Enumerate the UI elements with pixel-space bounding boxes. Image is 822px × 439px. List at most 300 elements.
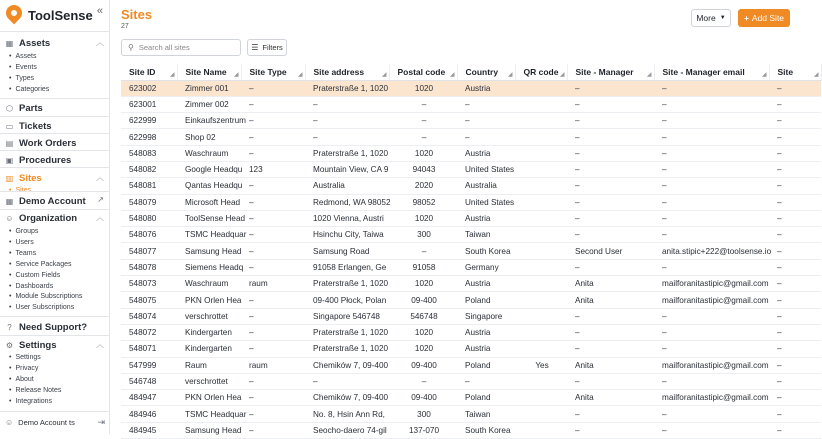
table-cell: – <box>389 113 457 129</box>
column-header-label: Country <box>465 66 499 77</box>
table-row[interactable] <box>121 210 821 226</box>
table-row[interactable] <box>121 324 821 340</box>
nav-sub-dashboards[interactable]: • Dashboards <box>9 282 53 292</box>
table-cell: – <box>769 96 821 112</box>
resize-handle-icon[interactable]: ◢ <box>559 71 565 78</box>
table-cell: 1020 <box>389 145 457 161</box>
table-cell: – <box>769 227 821 243</box>
column-header[interactable] <box>305 64 389 80</box>
resize-handle-icon[interactable]: ◢ <box>169 71 175 78</box>
table-cell: Einkaufszentrum <box>177 113 241 129</box>
table-cell: Austria <box>457 80 515 96</box>
table-cell: Poland <box>457 292 515 308</box>
table-cell: 547999 <box>121 357 177 373</box>
nav-demo-account[interactable] <box>5 194 106 208</box>
nav-sub-module-subscriptions[interactable]: • Module Subscriptions <box>9 292 82 302</box>
table-cell: – <box>567 259 654 275</box>
search-box <box>121 39 241 56</box>
table-cell: – <box>654 422 769 438</box>
table-cell: 548075 <box>121 292 177 308</box>
table-cell: Singapore <box>457 308 515 324</box>
table-cell: Chemików 7, 09-400 <box>305 357 389 373</box>
ticket-icon: ▭ <box>5 121 14 131</box>
nav-sites-label: Sites <box>19 172 42 184</box>
procedure-icon: ▣ <box>5 155 14 165</box>
table-cell <box>515 341 567 357</box>
resize-handle-icon[interactable]: ◢ <box>813 71 819 78</box>
table-cell: 548076 <box>121 227 177 243</box>
resize-handle-icon[interactable]: ◢ <box>761 71 767 78</box>
table-cell: – <box>241 373 305 389</box>
table-cell: – <box>769 80 821 96</box>
table-cell: Anita <box>567 292 654 308</box>
table-cell <box>515 308 567 324</box>
search-input[interactable] <box>139 43 234 52</box>
more-button[interactable] <box>691 9 731 27</box>
table-cell: – <box>241 80 305 96</box>
table-cell: – <box>567 341 654 357</box>
column-header[interactable] <box>769 64 821 80</box>
table-cell: – <box>769 357 821 373</box>
table-cell: Kindergarten <box>177 324 241 340</box>
table-cell: Microsoft Head <box>177 194 241 210</box>
table-cell: 548074 <box>121 308 177 324</box>
logo[interactable] <box>5 4 109 26</box>
table-cell: – <box>457 96 515 112</box>
nav-tickets-label: Tickets <box>19 120 52 132</box>
grid-icon: ▦ <box>5 38 14 48</box>
table-cell: – <box>241 129 305 145</box>
table-row[interactable] <box>121 406 821 422</box>
table-cell: – <box>769 210 821 226</box>
filter-icon: ☰ <box>251 43 259 52</box>
table-cell: Seocho-daero 74-gil <box>305 422 389 438</box>
table-cell <box>515 292 567 308</box>
resize-handle-icon[interactable]: ◢ <box>381 71 387 78</box>
table-cell: Praterstraße 1, 1020 <box>305 80 389 96</box>
logout-icon[interactable]: ⇥ <box>97 416 105 427</box>
table-cell: – <box>769 243 821 259</box>
table-cell: TSMC Headquar <box>177 406 241 422</box>
table-cell <box>515 194 567 210</box>
table-cell: – <box>654 178 769 194</box>
column-header-label: Site - Manager email <box>662 66 745 77</box>
nav-sub-settings[interactable]: • Settings <box>9 353 41 363</box>
table-cell: – <box>769 113 821 129</box>
table-cell <box>515 406 567 422</box>
nav-organization-label: Organization <box>19 212 78 224</box>
table-cell: Samsung Head <box>177 243 241 259</box>
table-row[interactable] <box>121 243 821 259</box>
sites-table-container[interactable] <box>121 64 819 435</box>
table-cell: – <box>654 227 769 243</box>
nav-sub-sites[interactable]: • Sites <box>9 186 31 191</box>
column-header-label: QR code <box>523 66 559 77</box>
table-cell: – <box>457 113 515 129</box>
chevron-up-icon[interactable]: ︿ <box>96 173 104 182</box>
column-header[interactable] <box>389 64 457 80</box>
column-header-label: Site <box>777 66 794 77</box>
table-cell: Google Headqu <box>177 161 241 177</box>
table-cell: – <box>241 292 305 308</box>
nav-support[interactable] <box>5 320 106 334</box>
table-row[interactable] <box>121 161 821 177</box>
table-cell: 1020 <box>389 324 457 340</box>
table-cell: – <box>567 308 654 324</box>
nav-organization[interactable] <box>5 211 106 225</box>
column-header[interactable] <box>515 64 567 80</box>
table-cell: Germany <box>457 259 515 275</box>
table-cell: – <box>769 178 821 194</box>
table-cell: Poland <box>457 357 515 373</box>
nav-sub-service-packages[interactable]: • Service Packages <box>9 260 71 270</box>
table-cell <box>515 178 567 194</box>
double-chevron-left-icon[interactable]: « <box>96 5 103 17</box>
table-cell: 300 <box>389 227 457 243</box>
table-row[interactable] <box>121 308 821 324</box>
table-cell: Zimmer 001 <box>177 80 241 96</box>
table-cell: Praterstraße 1, 1020 <box>305 324 389 340</box>
resize-handle-icon[interactable]: ◢ <box>297 71 303 78</box>
table-cell: – <box>567 80 654 96</box>
table-cell: – <box>654 210 769 226</box>
table-cell: PKN Orlen Hea <box>177 390 241 406</box>
table-cell: mailforanitastipic@gmail.com <box>654 292 769 308</box>
nav-sub-types[interactable]: • Types <box>9 74 34 84</box>
table-cell: – <box>567 373 654 389</box>
nav-procedures[interactable] <box>5 153 106 167</box>
plus-icon: + <box>743 13 749 23</box>
table-cell: verschrottet <box>177 308 241 324</box>
table-cell: ToolSense Head <box>177 210 241 226</box>
table-cell: Singapore 546748 <box>305 308 389 324</box>
table-row[interactable] <box>121 178 821 194</box>
chevron-up-icon[interactable]: ︿ <box>96 213 104 222</box>
add-site-button[interactable] <box>738 9 790 27</box>
table-cell: Raum <box>177 357 241 373</box>
table-cell: – <box>567 96 654 112</box>
table-cell: 548071 <box>121 341 177 357</box>
nav-sub-custom-fields[interactable]: • Custom Fields <box>9 271 60 281</box>
building-icon: ▥ <box>5 173 14 183</box>
table-cell: – <box>241 324 305 340</box>
app-name: ToolSense <box>28 7 93 23</box>
table-cell: – <box>241 194 305 210</box>
table-cell: 1020 Vienna, Austri <box>305 210 389 226</box>
table-cell: 09-400 <box>389 390 457 406</box>
user-row[interactable] <box>5 414 105 430</box>
table-cell: 09-400 <box>389 292 457 308</box>
table-cell: mailforanitastipic@gmail.com <box>654 390 769 406</box>
table-cell: No. 8, Hsin Ann Rd, <box>305 406 389 422</box>
table-cell: 98052 <box>389 194 457 210</box>
table-row[interactable] <box>121 96 821 112</box>
table-row[interactable] <box>121 129 821 145</box>
table-cell: 623002 <box>121 80 177 96</box>
table-cell: – <box>769 324 821 340</box>
main-content <box>111 0 819 435</box>
table-cell: 548082 <box>121 161 177 177</box>
table-cell: – <box>654 373 769 389</box>
nav-procedures-label: Procedures <box>19 154 72 166</box>
table-cell: Praterstraße 1, 1020 <box>305 276 389 292</box>
nav-sub-users[interactable]: • Users <box>9 238 34 248</box>
table-cell: – <box>457 373 515 389</box>
table-cell: – <box>654 341 769 357</box>
table-cell: raum <box>241 357 305 373</box>
column-header-label: Site ID <box>129 66 156 77</box>
table-cell: Austria <box>457 145 515 161</box>
nav-sub-privacy[interactable]: • Privacy <box>9 364 38 374</box>
table-cell: – <box>567 406 654 422</box>
table-cell: – <box>654 129 769 145</box>
add-site-label: Add Site <box>751 13 785 23</box>
table-cell: Anita <box>567 390 654 406</box>
table-cell: Taiwan <box>457 406 515 422</box>
nav-demo-account-label: Demo Account <box>19 195 86 207</box>
table-cell: Qantas Headqu <box>177 178 241 194</box>
table-row[interactable] <box>121 341 821 357</box>
table-cell: – <box>241 341 305 357</box>
table-cell: – <box>241 178 305 194</box>
table-cell: 546748 <box>121 373 177 389</box>
table-cell: – <box>769 145 821 161</box>
table-cell: – <box>567 194 654 210</box>
table-cell: – <box>654 145 769 161</box>
table-row[interactable] <box>121 80 821 96</box>
table-cell: 484946 <box>121 406 177 422</box>
column-header[interactable] <box>654 64 769 80</box>
table-cell: – <box>305 113 389 129</box>
nav-tickets[interactable] <box>5 119 106 133</box>
table-cell: Chemików 7, 09-400 <box>305 390 389 406</box>
nav-sub-assets[interactable]: • Assets <box>9 52 36 62</box>
table-cell: 09-400 Płock, Polan <box>305 292 389 308</box>
table-cell: – <box>241 113 305 129</box>
table-row[interactable] <box>121 357 821 373</box>
table-cell <box>515 422 567 438</box>
table-row[interactable] <box>121 145 821 161</box>
table-cell: 622999 <box>121 113 177 129</box>
table-cell: 2020 <box>389 178 457 194</box>
nav-sub-about[interactable]: • About <box>9 375 34 385</box>
table-cell: Samsung Road <box>305 243 389 259</box>
column-header-label: Site Type <box>249 66 287 77</box>
table-cell: – <box>654 324 769 340</box>
table-cell: 548083 <box>121 145 177 161</box>
nav-assets-label: Assets <box>19 37 51 49</box>
nav-sub-release-notes[interactable]: • Release Notes <box>9 386 61 396</box>
table-cell: mailforanitastipic@gmail.com <box>654 276 769 292</box>
table-cell: Poland <box>457 390 515 406</box>
parts-icon: ⬡ <box>6 103 13 113</box>
table-cell: mailforanitastipic@gmail.com <box>654 357 769 373</box>
external-link-icon[interactable]: ↗ <box>97 195 104 204</box>
nav-sub-categories[interactable]: • Categories <box>9 85 49 95</box>
table-cell: – <box>654 406 769 422</box>
table-cell: Austria <box>457 341 515 357</box>
table-header <box>121 64 821 80</box>
table-cell: – <box>305 129 389 145</box>
column-header-label: Site - Manager <box>575 66 634 77</box>
table-cell: – <box>567 422 654 438</box>
table-cell: – <box>654 194 769 210</box>
table-cell: – <box>305 96 389 112</box>
nav-sub-teams[interactable]: • Teams <box>9 249 36 259</box>
table-cell: United States <box>457 194 515 210</box>
column-header[interactable] <box>457 64 515 80</box>
table-cell: raum <box>241 276 305 292</box>
table-cell: – <box>654 80 769 96</box>
table-cell: – <box>241 390 305 406</box>
table-cell: 91058 <box>389 259 457 275</box>
table-cell: 546748 <box>389 308 457 324</box>
table-cell: – <box>389 243 457 259</box>
nav-support-label: Need Support? <box>19 321 88 333</box>
table-cell: Anita <box>567 276 654 292</box>
table-cell: 548072 <box>121 324 177 340</box>
table-row[interactable] <box>121 373 821 389</box>
table-cell: Kindergarten <box>177 341 241 357</box>
table-cell <box>515 227 567 243</box>
resize-handle-icon[interactable]: ◢ <box>449 71 455 78</box>
resize-handle-icon[interactable]: ◢ <box>233 71 239 78</box>
table-row[interactable] <box>121 292 821 308</box>
table-cell: – <box>654 161 769 177</box>
column-header-label: Site Name <box>185 66 227 77</box>
table-cell: Anita <box>567 357 654 373</box>
nav-sub-groups[interactable]: • Groups <box>9 227 38 237</box>
table-cell: – <box>567 227 654 243</box>
column-header[interactable] <box>567 64 654 80</box>
table-cell: Austria <box>457 210 515 226</box>
chevron-up-icon[interactable]: ︿ <box>96 38 104 47</box>
nav-sub-user-subscriptions[interactable]: • User Subscriptions <box>9 303 74 313</box>
table-cell: Shop 02 <box>177 129 241 145</box>
caret-down-icon: ▼ <box>719 15 726 21</box>
column-header[interactable] <box>177 64 241 80</box>
table-cell: – <box>241 406 305 422</box>
table-row[interactable] <box>121 259 821 275</box>
table-cell: United States <box>457 161 515 177</box>
resize-handle-icon[interactable]: ◢ <box>646 71 652 78</box>
nav-work-orders[interactable] <box>5 136 106 150</box>
table-cell: Mountain View, CA 9 <box>305 161 389 177</box>
nav-assets[interactable] <box>5 36 106 50</box>
table-cell: – <box>769 161 821 177</box>
table-cell: 548073 <box>121 276 177 292</box>
table-cell: – <box>241 145 305 161</box>
column-header-label: Postal code <box>397 66 446 77</box>
table-cell: Waschraum <box>177 145 241 161</box>
table-cell: 548077 <box>121 243 177 259</box>
table-cell: 09-400 <box>389 357 457 373</box>
nav-parts[interactable] <box>5 101 106 115</box>
resize-handle-icon[interactable]: ◢ <box>507 71 513 78</box>
table-cell: – <box>241 227 305 243</box>
nav-settings[interactable] <box>5 338 106 352</box>
table-row[interactable] <box>121 276 821 292</box>
gear-icon: ⚙ <box>5 340 14 350</box>
table-cell: anita.stipic+222@toolsense.io <box>654 243 769 259</box>
table-cell: – <box>567 210 654 226</box>
table-cell <box>515 243 567 259</box>
nav-work-orders-label: Work Orders <box>19 137 77 149</box>
filters-button[interactable] <box>247 39 287 56</box>
nav-sites[interactable] <box>5 171 106 185</box>
table-cell: 548080 <box>121 210 177 226</box>
table-cell <box>515 80 567 96</box>
nav-sub-integrations[interactable]: • Integrations <box>9 397 52 407</box>
table-cell: – <box>769 341 821 357</box>
table-row[interactable] <box>121 227 821 243</box>
table-cell: 137-070 <box>389 422 457 438</box>
user-icon: ☺ <box>5 417 14 427</box>
table-cell: Austria <box>457 324 515 340</box>
table-row[interactable] <box>121 422 821 438</box>
table-cell: 548081 <box>121 178 177 194</box>
table-cell: – <box>389 96 457 112</box>
table-cell: – <box>769 373 821 389</box>
table-cell: 622998 <box>121 129 177 145</box>
table-cell: Zimmer 002 <box>177 96 241 112</box>
page-title: Sites <box>121 7 153 22</box>
column-header[interactable] <box>241 64 305 80</box>
table-cell: – <box>654 113 769 129</box>
column-header[interactable] <box>121 64 177 80</box>
table-cell: Redmond, WA 98052 <box>305 194 389 210</box>
org-icon: ▦ <box>5 196 14 206</box>
table-cell: 484947 <box>121 390 177 406</box>
table-cell <box>515 210 567 226</box>
table-row[interactable] <box>121 113 821 129</box>
table-cell: 1020 <box>389 341 457 357</box>
table-cell <box>515 259 567 275</box>
table-cell: – <box>457 129 515 145</box>
toolsense-pin-icon <box>5 5 23 25</box>
user-name: Demo Account ts <box>18 417 75 427</box>
table-cell <box>515 276 567 292</box>
clipboard-icon: ▤ <box>5 138 14 148</box>
table-cell: – <box>769 259 821 275</box>
table-cell <box>515 145 567 161</box>
chevron-up-icon[interactable]: ︿ <box>96 340 104 349</box>
table-cell: – <box>654 308 769 324</box>
nav-parts-label: Parts <box>19 102 43 114</box>
table-cell <box>515 96 567 112</box>
table-cell: 1020 <box>389 276 457 292</box>
table-cell: – <box>769 292 821 308</box>
nav-settings-label: Settings <box>19 339 57 351</box>
table-cell: PKN Orlen Hea <box>177 292 241 308</box>
nav-sub-events[interactable]: • Events <box>9 63 37 73</box>
table-cell <box>515 373 567 389</box>
table-row[interactable] <box>121 194 821 210</box>
table-cell: verschrottet <box>177 373 241 389</box>
help-circle-icon: ? <box>7 322 12 332</box>
table-cell: 123 <box>241 161 305 177</box>
table-cell: – <box>567 324 654 340</box>
table-cell <box>515 324 567 340</box>
table-cell: Praterstraße 1, 1020 <box>305 341 389 357</box>
table-cell <box>515 390 567 406</box>
table-row[interactable] <box>121 390 821 406</box>
table-cell: – <box>567 161 654 177</box>
sidebar <box>0 0 110 434</box>
table-cell: 1020 <box>389 210 457 226</box>
table-cell: South Korea <box>457 243 515 259</box>
table-cell: 94043 <box>389 161 457 177</box>
